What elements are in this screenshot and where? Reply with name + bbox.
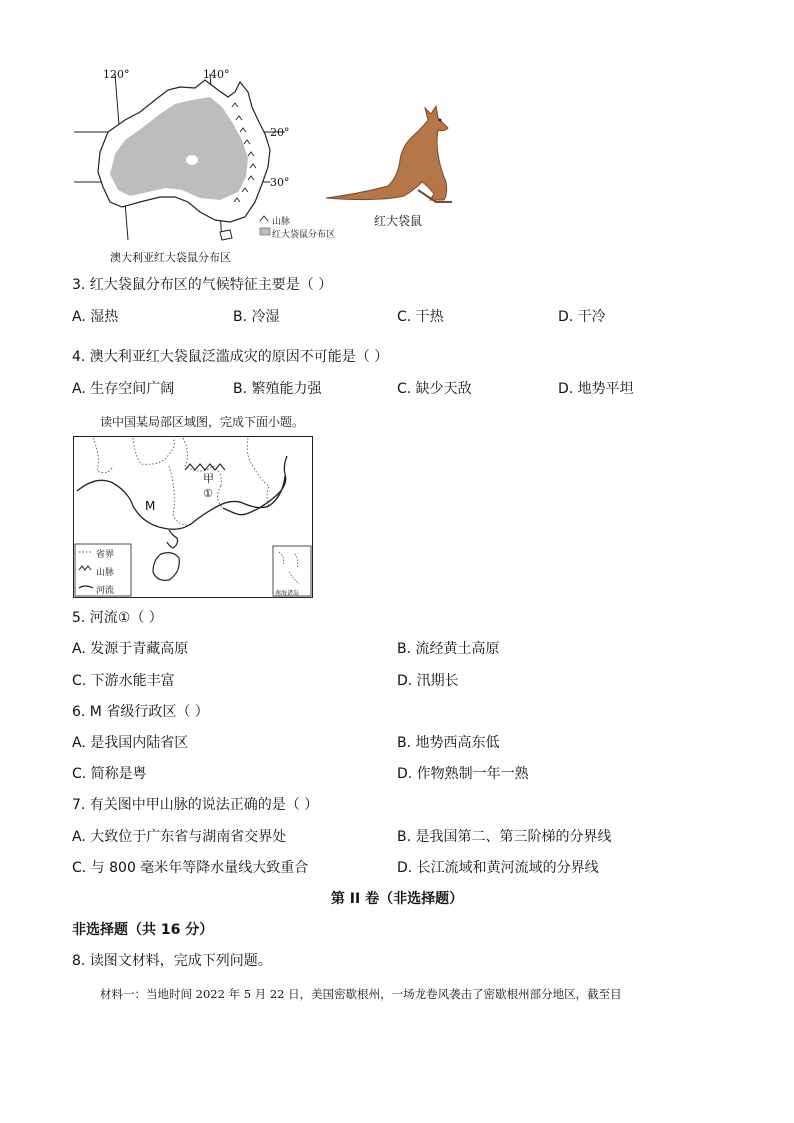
q5-option-a[interactable]: A. 发源于青藏高原 (72, 641, 189, 657)
australia-map (70, 62, 360, 242)
q4-option-d[interactable]: D. 地势平坦 (558, 381, 634, 397)
q3-option-b[interactable]: B. 冷湿 (233, 309, 280, 325)
q3-option-a[interactable]: A. 湿热 (72, 309, 119, 325)
q7-option-b[interactable]: B. 是我国第二、第三阶梯的分界线 (397, 829, 612, 845)
lon-label-140: 140° (203, 68, 230, 81)
material-1: 材料一：当地时间 2022 年 5 月 22 日，美国密歇根州，一场龙卷风袭击了密歇根州部分地区，截至目 (100, 987, 622, 1001)
map-intro: 读中国某局部区域图，完成下面小题。 (100, 415, 305, 429)
q7-option-a[interactable]: A. 大致位于广东省与湖南省交界处 (72, 829, 287, 845)
q7-option-d[interactable]: D. 长江流域和黄河流域的分界线 (397, 860, 599, 876)
kangaroo-image (318, 98, 463, 208)
question-3-stem: 3. 红大袋鼠分布区的气候特征主要是（ ） (72, 277, 333, 293)
q4-option-a[interactable]: A. 生存空间广阔 (72, 381, 175, 397)
q6-option-a[interactable]: A. 是我国内陆省区 (72, 735, 189, 751)
lat-label-20: 20° (270, 126, 290, 139)
question-7-stem: 7. 有关图中甲山脉的说法正确的是（ ） (72, 797, 319, 813)
map-label-river-1: ① (203, 487, 213, 500)
q6-option-b[interactable]: B. 地势西高东低 (397, 735, 500, 751)
q5-option-b[interactable]: B. 流经黄土高原 (397, 641, 500, 657)
question-8-stem: 8. 读图文材料，完成下列问题。 (72, 953, 272, 969)
inset-label: 南海诸岛 (275, 590, 300, 597)
map-label-jia: 甲 (203, 472, 214, 485)
question-5-stem: 5. 河流①（ ） (72, 610, 163, 626)
map-label-m: M (145, 499, 156, 513)
legend-river: 河流 (96, 586, 115, 596)
question-4-stem: 4. 澳大利亚红大袋鼠泛滥成灾的原因不可能是（ ） (72, 349, 389, 365)
kangaroo-caption: 红大袋鼠 (374, 214, 423, 228)
q6-option-d[interactable]: D. 作物熟制一年一熟 (397, 766, 529, 782)
lon-label-120: 120° (103, 68, 130, 81)
q3-option-c[interactable]: C. 干热 (397, 309, 444, 325)
question-6-stem: 6. M 省级行政区（ ） (72, 704, 209, 720)
q6-option-c[interactable]: C. 简称是粤 (72, 766, 147, 782)
q4-option-b[interactable]: B. 繁殖能力强 (233, 381, 322, 397)
legend-mountain: 山脉 (96, 568, 115, 578)
lat-label-30: 30° (270, 176, 290, 189)
q5-option-c[interactable]: C. 下游水能丰富 (72, 673, 175, 689)
q3-option-d[interactable]: D. 干冷 (558, 309, 606, 325)
q5-option-d[interactable]: D. 汛期长 (397, 673, 459, 689)
legend-area-label: 红大袋鼠分布区 (272, 230, 336, 240)
figure-caption: 澳大利亚红大袋鼠分布区 (110, 251, 231, 264)
legend-mountain-label: 山脉 (272, 217, 291, 227)
q7-option-c[interactable]: C. 与 800 毫米年等降水量线大致重合 (72, 860, 309, 876)
q4-option-c[interactable]: C. 缺少天敌 (397, 381, 472, 397)
legend-province-border: 省界 (96, 550, 115, 560)
section-subtitle: 非选择题（共 16 分） (72, 922, 214, 938)
section-title: 第 II 卷（非选择题） (330, 891, 464, 907)
